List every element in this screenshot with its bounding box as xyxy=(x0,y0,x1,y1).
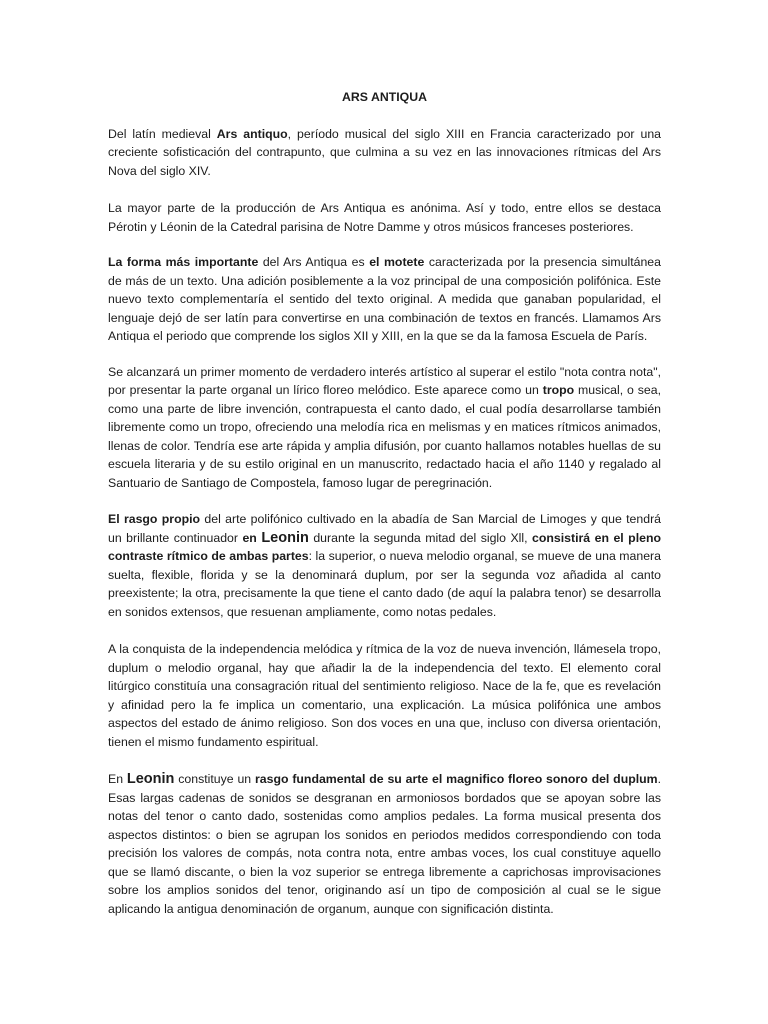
p7-text-e: . Esas largas cadenas de sonidos se desgranan en armoniosos bordados que se apoyan sobre las notas del tenor o canto dado, sostenidas como amplios pedales. La forma musical presenta dos aspectos distintos: o bien se agrupan los sonidos en periodos medidos correspondiendo con toda precisión los valores de compás, nota contra nota, entre ambas voces, los cual constituye aquello que se llamó discante, o bien la voz superior se entrega libremente a caprichosas improvisaciones sobre los amplios sonidos del tenor, originando así un tipo de composición al cual se le sigue aplicando la antigua denominación de organum, aunque con significación distinta. xyxy=(108,772,661,916)
p7-text-c: constituye un xyxy=(174,772,255,786)
p7-large-leonin: Leonin xyxy=(126,771,175,787)
p5-large-leonin: Leonin xyxy=(261,529,309,546)
p1-bold-ars-antiquo: Ars antiquo xyxy=(216,126,288,141)
p4-text-a: Se alcanzará un primer momento de verdadero interés artístico al superar el estilo "nota contra nota", por presentar la parte organal un lírico floreo melódico. Este aparece como un xyxy=(108,364,661,397)
document-page xyxy=(108,88,661,937)
paragraph-4 xyxy=(108,363,661,493)
paragraph-6: A la conquista de la independencia melódica y rítmica de la voz de nueva invención, llámesela tropo, duplum o melodio organal, hay que añadir la de la independencia del texto. El elemento coral litúrgico constituía una consagración ritual del sentimiento religioso. Nace de la fe, que es revelación y afinidad pero la fe implica un comentario, una explicación. La música polifónica une ambos aspectos del estado de ánimo religioso. Son dos voces en una que, incluso con diversa orientación, tienen el mismo fundamento espiritual. xyxy=(108,642,661,749)
p1-text-a: Del latín medieval xyxy=(108,126,217,141)
paragraph-1 xyxy=(108,125,661,181)
p3-bold-motete: el motete xyxy=(369,255,425,269)
p5-bold-en: en xyxy=(242,530,262,545)
paragraph-2: La mayor parte de la producción de Ars Antiqua es anónima. Así y todo, entre ellos se destaca Pérotin y Léonin de la Catedral parisina de Notre Damme y otros músicos franceses posteriores. xyxy=(108,201,661,234)
paragraph-5 xyxy=(108,510,661,621)
paragraph-3 xyxy=(108,253,661,346)
p3-text-d: caracterizada por la presencia simultánea de más de un texto. Una adición posiblemente a la voz principal de una composición polifónica. Este nuevo texto complementaría el sentido del texto original. A medida que ganaban popularidad, el lenguaje dejó de ser latín para convertirse en una combinación de textos en francés. Llamamos Ars Antiqua el periodo que comprende los siglos XII y XIII, en la que se da la famosa Escuela de París. xyxy=(108,255,661,343)
p3-text-b: del Ars Antiqua es xyxy=(258,255,370,269)
p4-bold-tropo: tropo xyxy=(542,383,575,397)
p7-bold-rasgo: rasgo fundamental de su arte el magnifico floreo sonoro del duplum xyxy=(255,772,658,786)
paragraph-7 xyxy=(108,770,661,918)
document-title: ARS ANTIQUA xyxy=(342,90,427,104)
p4-text-c: musical, o sea, como una parte de libre invención, contrapuesta el canto dado, el cual podía desarrollarse también libremente como un tropo, ofreciendo una melodía rica en melismas y en matices rítmicos animados, llenas de color. Tendría ese arte rápida y amplia difusión, por cuanto hallamos notables huellas de su escuela literaria y de su estilo original en un manuscrito, redactado hacia el año 1140 y regalado al Santuario de Santiago de Compostela, famoso lugar de peregrinación. xyxy=(108,383,662,490)
p5-text-b: del arte polifónico cultivado en la abadía de San Marcial de Limoges y que tendrá un brillante continuador xyxy=(108,512,662,545)
p3-bold-forma: La forma más importante xyxy=(108,255,259,269)
p7-text-a: En xyxy=(108,772,127,786)
p5-bold-consistira: consistirá en el pleno contraste rítmico de ambas partes xyxy=(108,530,661,563)
p1-text-c: , período musical del siglo XIII en Francia caracterizado por una creciente sofisticación del contrapunto, que culmina a su vez en las innovaciones rítmicas del Ars Nova del siglo XIV. xyxy=(108,126,662,178)
p5-bold-rasgo: El rasgo propio xyxy=(108,512,201,526)
p5-text-e: durante la segunda mitad del siglo Xll, xyxy=(308,530,533,545)
p5-text-g: : la superior, o nueva melodio organal, se mueve de una manera suelta, flexible, florida y se la denominará duplum, por ser la segunda voz añadida al canto preexistente; la otra, precisamente la que tiene el canto dado (de aquí la palabra tenor) se desarrolla en sonidos extensos, que resuenan ampliamente, como notas pedales. xyxy=(108,549,661,619)
